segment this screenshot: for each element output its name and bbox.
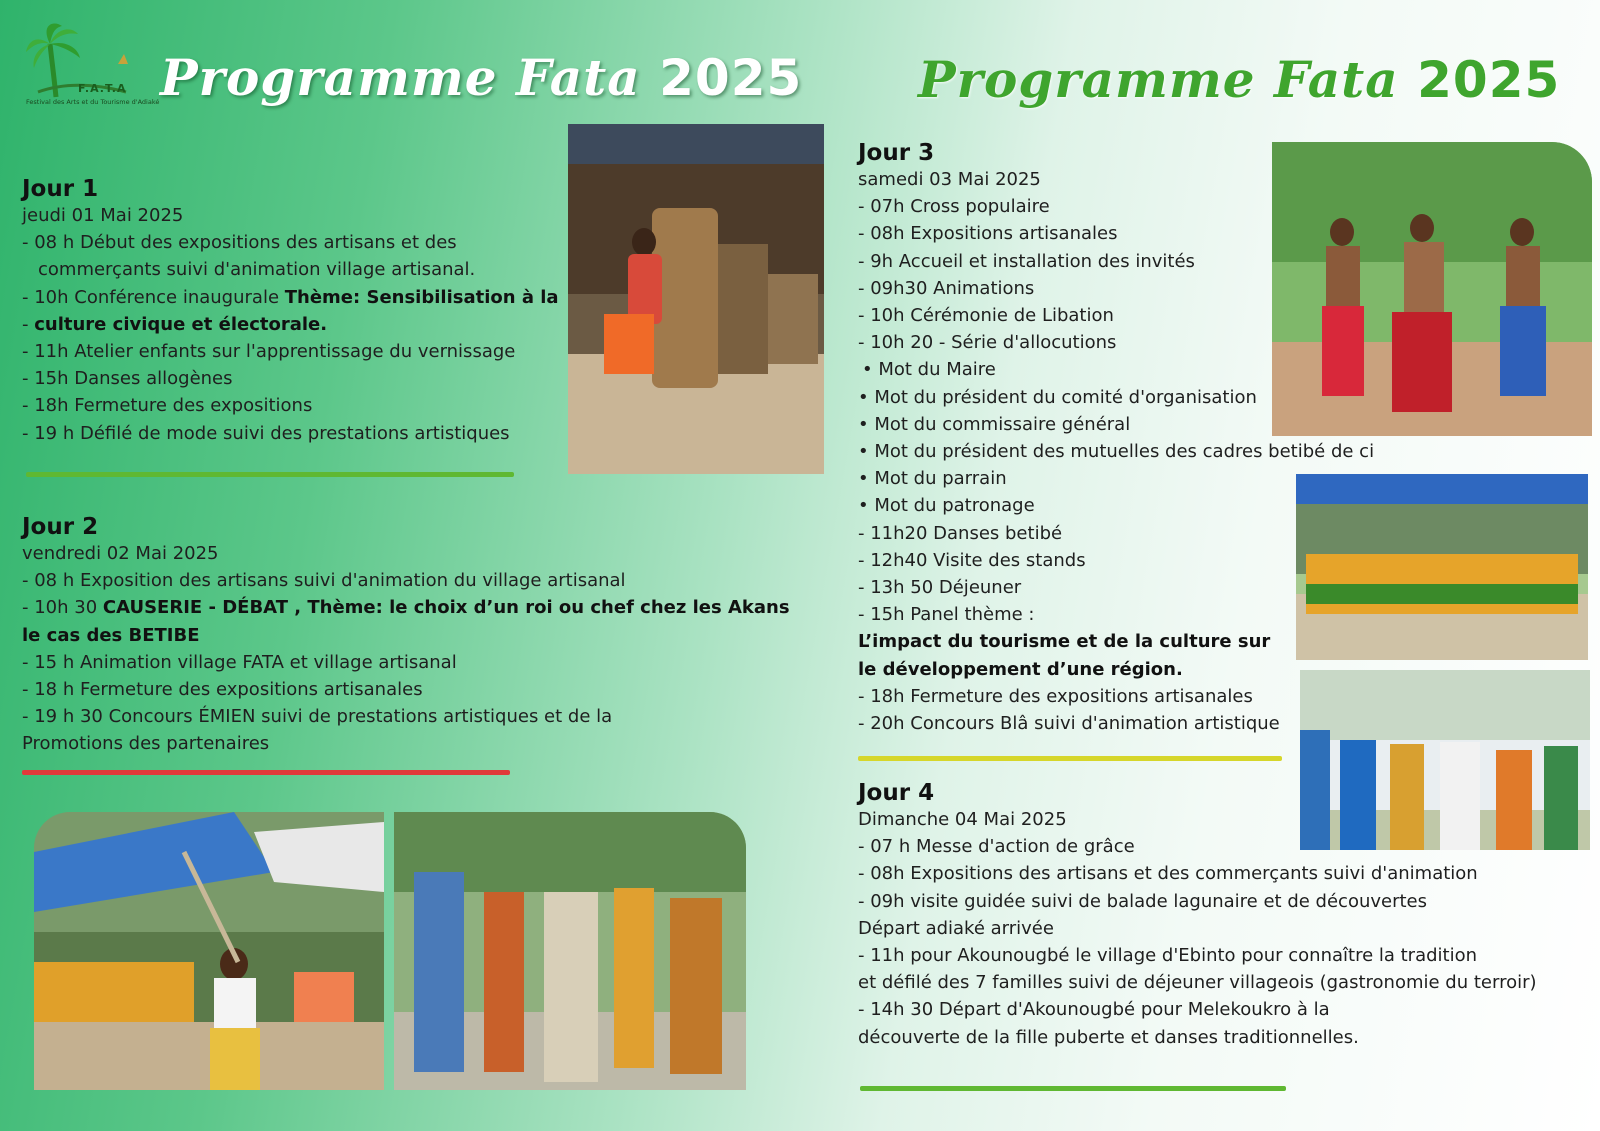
day3-line: - 10h 20 - Série d'allocutions [858,332,1117,354]
day2-heading: Jour 2 [22,514,99,540]
title-left [160,48,802,107]
day3-line: • Mot du parrain [858,468,1007,490]
day2-line-bold: , [287,597,308,619]
day4-divider [860,1086,1286,1091]
day1-line [22,284,559,311]
day3-line: - 18h Fermeture des expositions artisanales [858,685,1253,707]
day4-heading: Jour 4 [858,780,935,806]
photo-procession [1300,670,1590,850]
photo-dancer-staff [34,812,384,1090]
title-left-year: 2025 [659,49,803,107]
day4-line: - 09h visite guidée suivi de balade lagunaire et de découvertes [858,890,1427,912]
day4-date: Dimanche 04 Mai 2025 [858,809,1067,830]
day3-line: - 11h20 Danses betibé [858,522,1063,544]
day2-line: - 18 h Fermeture des expositions artisanales [22,679,423,701]
logo-brand: F.A.T.A [78,82,127,95]
day1-date: jeudi 01 Mai 2025 [22,205,184,226]
day2-line: - 19 h 30 Concours ÉMIEN suivi de prestations artistiques et de la [22,706,613,728]
photo-drummer [568,124,824,474]
day2-line [22,594,790,621]
day3-line: - 10h Cérémonie de Libation [858,305,1114,327]
day3-line: • Mot du président du comité d'organisation [858,386,1257,408]
day3-line: - 13h 50 Déjeuner [858,577,1022,599]
day3-date: samedi 03 Mai 2025 [858,169,1041,190]
day4-line: et défilé des 7 familles suivi de déjeuner villageois (gastronomie du terroir) [858,972,1537,994]
day1-line [22,311,559,338]
day1-line-bold: Thème: Sensibilisation à la [284,286,559,308]
day1-line: commerçants suivi d'animation village artisanal. [38,259,476,281]
day1-line: - 15h Danses allogènes [22,368,233,390]
day3-line: • Mot du commissaire général [858,413,1131,435]
day2-line: le cas des BETIBE [22,624,200,646]
day2-date: vendredi 02 Mai 2025 [22,543,219,564]
day1-line: - 08 h Début des expositions des artisans et des [22,232,457,254]
title-right [918,50,1560,109]
day3-line: - 15h Panel thème : [858,604,1035,626]
day2-line: Promotions des partenaires [22,733,270,755]
day2-line-bold: Thème: le choix d’un roi ou chef chez les Akans [307,597,790,619]
day1-divider [26,472,514,477]
day1-line-text: - [22,313,35,335]
day3-heading: Jour 3 [858,140,935,166]
day2-divider [22,770,510,775]
day1-line: - 18h Fermeture des expositions [22,395,313,417]
day3-line: L’impact du tourisme et de la culture sur [858,631,1271,653]
day3-line: le développement d’une région. [858,658,1183,680]
day3-line: • Mot du président des mutuelles des cadres betibé de ci [858,441,1375,463]
title-left-text: Programme Fata [160,48,641,107]
day2-line-text: - 10h 30 [22,597,103,619]
day1-heading: Jour 1 [22,176,99,202]
day3-divider [858,756,1282,761]
photo-audience-tent [1296,474,1588,660]
day3-line: - 12h40 Visite des stands [858,549,1086,571]
day2-line: - 15 h Animation village FATA et village artisanal [22,651,457,673]
fata-logo [26,22,160,114]
title-right-text: Programme Fata [918,50,1399,109]
day4-line: - 14h 30 Départ d'Akounougbé pour Melekoukro à la [858,999,1330,1021]
day3-line: - 20h Concours Blâ suivi d'animation artistique [858,713,1280,735]
day4-line: - 11h pour Akounougbé le village d'Ebinto pour connaître la tradition [858,945,1478,967]
day2-section [22,514,790,758]
photo-officials-walk [394,812,746,1090]
day1-line-bold: culture civique et électorale. [34,313,328,335]
day4-line: - 08h Expositions des artisans et des commerçants suivi d'animation [858,863,1478,885]
day4-line: découverte de la fille puberte et danses traditionnelles. [858,1026,1359,1048]
day2-line: - 08 h Exposition des artisans suivi d'animation du village artisanal [22,570,626,592]
day3-line: - 9h Accueil et installation des invités [858,250,1195,272]
day3-line: • Mot du Maire [862,359,996,381]
day3-line: • Mot du patronage [858,495,1035,517]
photo-dancers [1272,142,1592,436]
day3-line: - 07h Cross populaire [858,196,1050,218]
day1-line: - 19 h Défilé de mode suivi des prestations artistiques [22,422,510,444]
day4-line: Départ adiaké arrivée [858,917,1054,939]
day1-line: - 11h Atelier enfants sur l'apprentissage du vernissage [22,341,516,363]
day4-line: - 07 h Messe d'action de grâce [858,836,1135,858]
day1-section [22,176,559,447]
day2-line-bold: CAUSERIE - DÉBAT [102,597,288,619]
day3-line: - 09h30 Animations [858,277,1035,299]
day3-line: - 08h Expositions artisanales [858,223,1118,245]
day1-line-text: - 10h Conférence inaugurale [22,286,285,308]
title-right-year: 2025 [1417,51,1561,109]
logo-caption: Festival des Arts et du Tourisme d'Adiaké [26,98,160,106]
